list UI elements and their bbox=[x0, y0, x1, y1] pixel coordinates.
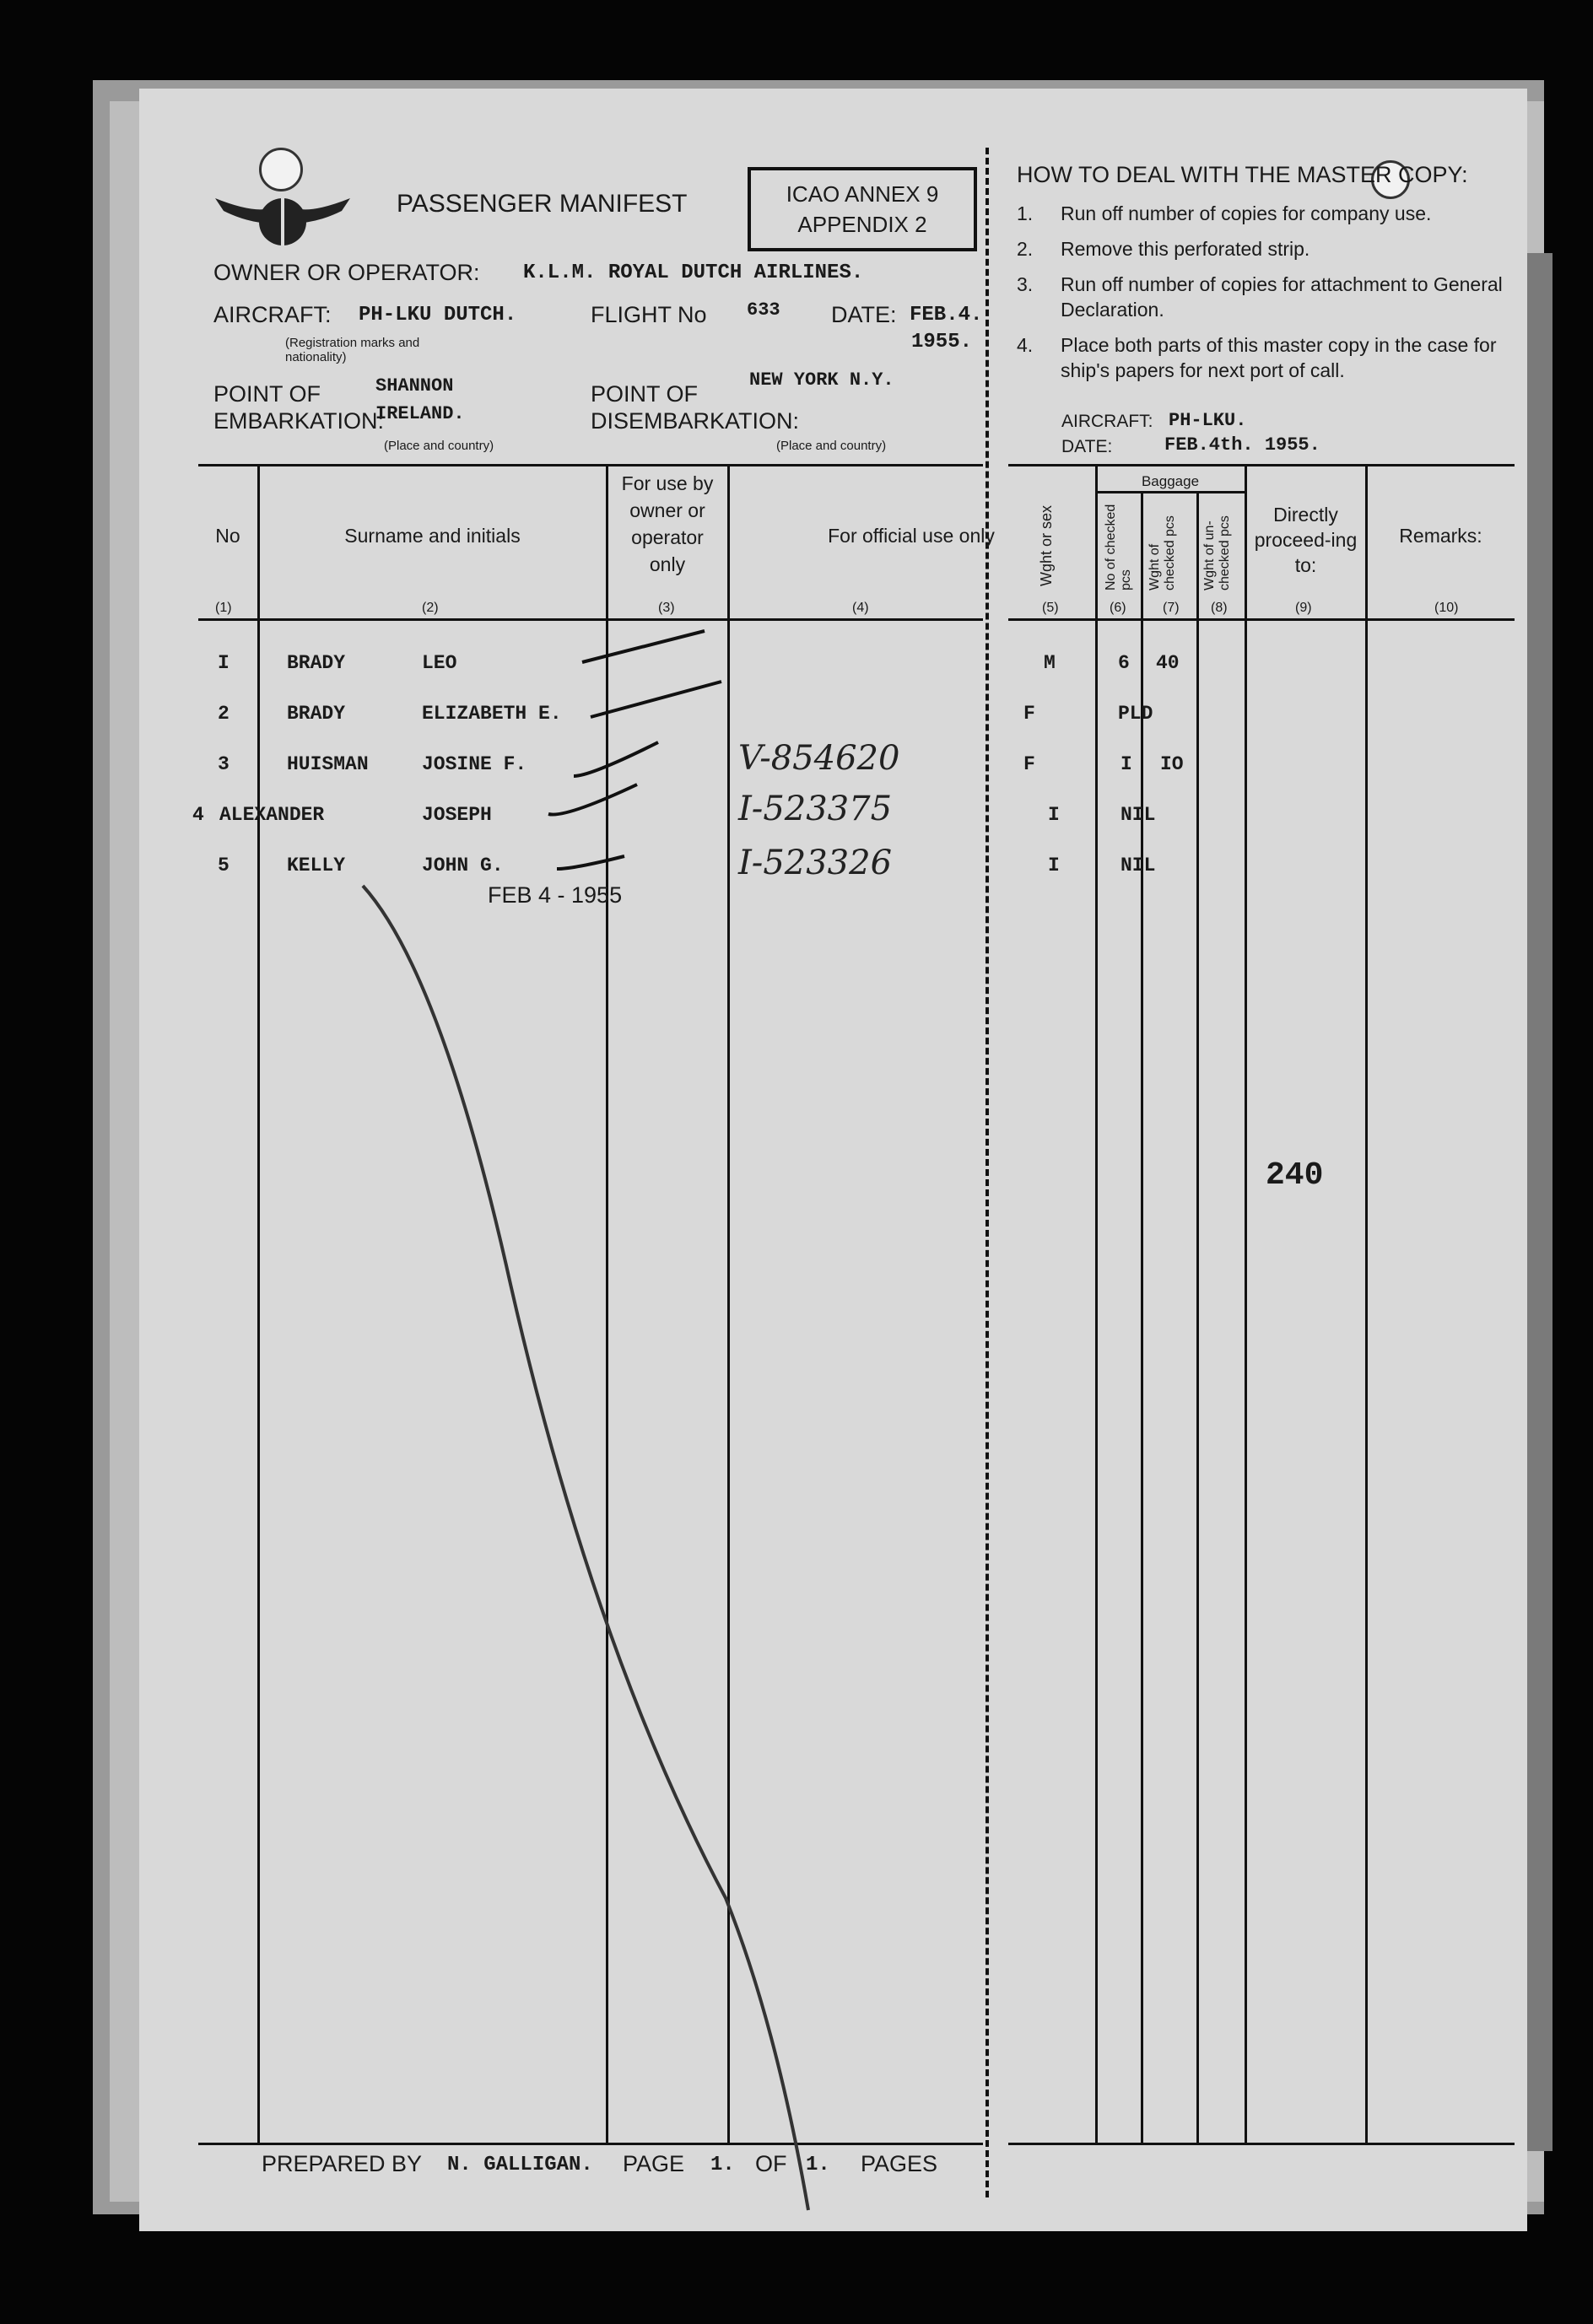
row-wght: IO bbox=[1160, 753, 1184, 775]
row-wght: 40 bbox=[1156, 652, 1180, 674]
row-sex: I bbox=[1048, 855, 1060, 876]
row-official: I-523375 bbox=[738, 790, 893, 828]
row-pcs: PLD bbox=[1118, 703, 1153, 725]
row-official: V-854620 bbox=[738, 739, 900, 778]
col-num: (5) bbox=[1042, 601, 1059, 615]
row-sex: I bbox=[1048, 804, 1060, 826]
of-label: OF bbox=[755, 2151, 787, 2176]
flight-label: FLIGHT No bbox=[591, 302, 707, 327]
row-no: I bbox=[218, 652, 230, 674]
row-sex: F bbox=[1023, 703, 1035, 725]
row-no: 2 bbox=[218, 703, 230, 725]
registration-note: (Registration marks and nationality) bbox=[285, 336, 420, 364]
row-surname: HUISMAN bbox=[287, 753, 369, 775]
row-no: 4 bbox=[192, 804, 204, 826]
owner-label: OWNER OR OPERATOR: bbox=[213, 260, 480, 285]
tick-mark bbox=[591, 682, 721, 717]
row-surname: ALEXANDER bbox=[219, 804, 325, 826]
col-header-directly: Directly proceed-ing to: bbox=[1254, 504, 1358, 576]
disembark-value: NEW YORK N.Y. bbox=[749, 369, 894, 391]
row-sex: M bbox=[1044, 652, 1056, 674]
how-to-date-label: DATE: bbox=[1061, 437, 1113, 456]
row-pcs: NIL bbox=[1120, 855, 1156, 876]
col-num: (9) bbox=[1295, 601, 1312, 615]
how-to-aircraft-label: AIRCRAFT: bbox=[1061, 412, 1153, 431]
tick-mark bbox=[582, 631, 705, 662]
row-surname: BRADY bbox=[287, 652, 346, 674]
row-given: JOSINE F. bbox=[422, 753, 527, 775]
place-country-note: (Place and country) bbox=[384, 439, 494, 453]
icao-annex: ICAO ANNEX 9 bbox=[786, 181, 939, 207]
col-header-wght-checked: Wght of checked pcs bbox=[1148, 515, 1177, 590]
aircraft-value: PH-LKU DUTCH. bbox=[359, 304, 517, 326]
col-num: (3) bbox=[658, 601, 675, 615]
preparer-name: N. GALLIGAN. bbox=[447, 2154, 593, 2176]
col-header-no-checked: No of checked pcs bbox=[1104, 504, 1133, 590]
col-header-surname: Surname and initials bbox=[344, 525, 521, 547]
tick-mark bbox=[574, 742, 658, 776]
pen-stroke bbox=[363, 886, 808, 2210]
row-given: JOHN G. bbox=[422, 855, 504, 876]
how-to-item: 1. Run off number of copies for company use. bbox=[1017, 202, 1432, 224]
how-to-item: 2. Remove this perforated strip. bbox=[1017, 238, 1310, 260]
how-to-item: 4. Place both parts of this master copy in the case for ship's papers for next port of call. bbox=[1017, 334, 1497, 381]
flight-value: 633 bbox=[747, 299, 780, 321]
tick-mark bbox=[548, 785, 637, 815]
how-to-item: 3. Run off number of copies for attachment to General Declaration. bbox=[1017, 273, 1503, 321]
place-country-note-2: (Place and country) bbox=[776, 439, 887, 453]
row-pcs: 6 bbox=[1118, 652, 1130, 674]
col-header-wght-sex: Wght or sex bbox=[1038, 504, 1055, 586]
page-number: 1. bbox=[710, 2154, 735, 2176]
col-header-no: No bbox=[215, 525, 240, 547]
row-sex: F bbox=[1023, 753, 1035, 775]
total-pages: 1. bbox=[806, 2154, 830, 2176]
date-year: 1955. bbox=[911, 331, 973, 353]
page-label: PAGE bbox=[623, 2151, 685, 2176]
col-header-owner-use: For use by owner or operator only bbox=[621, 472, 714, 575]
disembark-label: POINT OF bbox=[591, 381, 699, 407]
col-num: (10) bbox=[1434, 601, 1459, 615]
col-num: (7) bbox=[1163, 601, 1180, 615]
col-num: (2) bbox=[422, 601, 439, 615]
pages-label: PAGES bbox=[861, 2151, 938, 2176]
row-surname: BRADY bbox=[287, 703, 346, 725]
col-num: (4) bbox=[852, 601, 869, 615]
row-surname: KELLY bbox=[287, 855, 346, 876]
form-title: PASSENGER MANIFEST bbox=[397, 190, 688, 218]
row-given: ELIZABETH E. bbox=[422, 703, 562, 725]
row-pcs: NIL bbox=[1120, 804, 1156, 826]
icao-appendix: APPENDIX 2 bbox=[797, 212, 927, 237]
embark-value: SHANNON bbox=[375, 375, 454, 396]
total-weight: 240 bbox=[1266, 1157, 1324, 1194]
row-pcs: I bbox=[1120, 753, 1132, 775]
row-no: 5 bbox=[218, 855, 230, 876]
col-header-wght-unchecked: Wght of un-checked pcs bbox=[1202, 515, 1232, 590]
col-num: (8) bbox=[1211, 601, 1228, 615]
tick-mark bbox=[557, 856, 624, 869]
row-official: I-523326 bbox=[738, 844, 893, 882]
how-to-title: HOW TO DEAL WITH THE MASTER COPY: bbox=[1017, 162, 1468, 187]
col-num: (6) bbox=[1110, 601, 1126, 615]
col-num: (1) bbox=[215, 601, 232, 615]
received-stamp: FEB 4 - 1955 bbox=[488, 882, 623, 908]
row-no: 3 bbox=[218, 753, 230, 775]
prepared-by-label: PREPARED BY bbox=[262, 2151, 423, 2176]
how-to-date-value: FEB.4th. 1955. bbox=[1164, 434, 1320, 456]
row-given: LEO bbox=[422, 652, 457, 674]
col-header-baggage: Baggage bbox=[1141, 473, 1200, 489]
disembark-label-2: DISEMBARKATION: bbox=[591, 408, 800, 434]
owner-value: K.L.M. ROYAL DUTCH AIRLINES. bbox=[523, 262, 864, 284]
embark-label-2: EMBARKATION: bbox=[213, 408, 385, 434]
col-header-remarks: Remarks: bbox=[1399, 525, 1482, 547]
date-label: DATE: bbox=[831, 302, 897, 327]
date-value: FEB.4. bbox=[910, 304, 983, 326]
aircraft-label: AIRCRAFT: bbox=[213, 302, 332, 327]
embark-label: POINT OF bbox=[213, 381, 321, 407]
embark-value-2: IRELAND. bbox=[375, 403, 465, 424]
row-given: JOSEPH bbox=[422, 804, 492, 826]
how-to-aircraft-value: PH-LKU. bbox=[1169, 410, 1247, 431]
col-header-official-use: For official use only bbox=[828, 525, 995, 547]
